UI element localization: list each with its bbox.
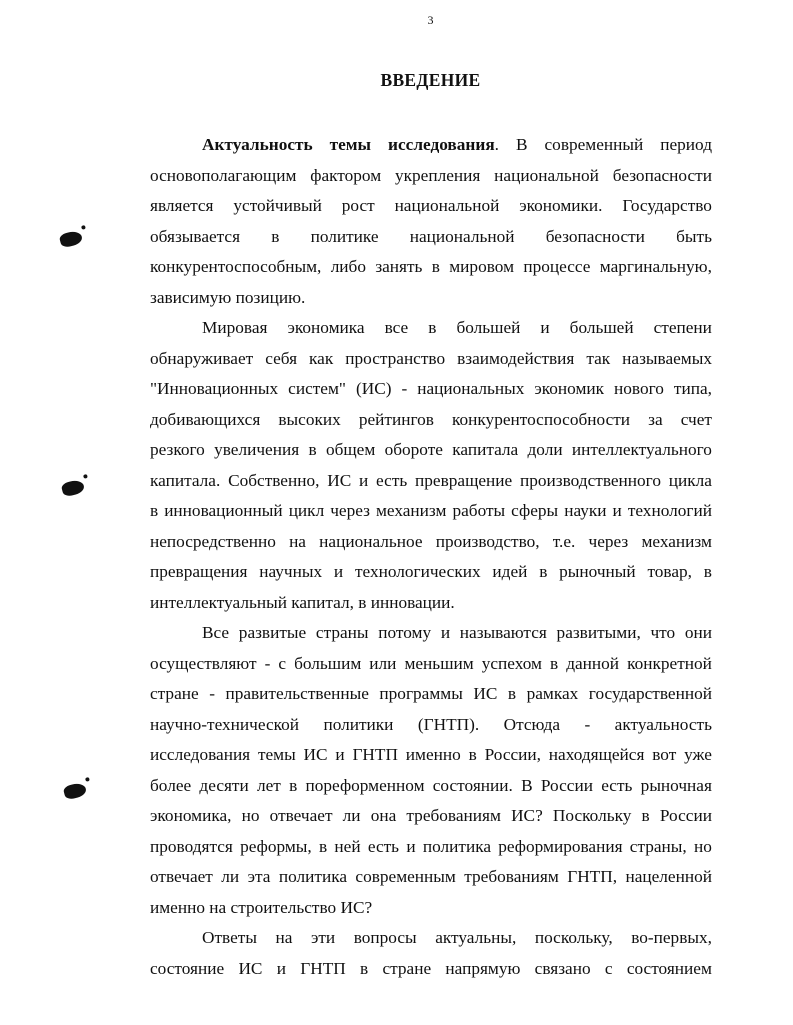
word: пространство [345, 348, 446, 368]
word: и [276, 958, 286, 978]
word: в [703, 562, 712, 581]
word: капитала. [150, 470, 221, 490]
word: проводятся [150, 836, 233, 856]
word: рамках [526, 684, 579, 703]
word: через [588, 531, 629, 551]
text-line [150, 923, 712, 954]
word: - [584, 714, 591, 734]
word: Отсюда [503, 714, 561, 734]
text-line [150, 130, 712, 161]
text-line [150, 679, 712, 710]
word: резкого [150, 440, 205, 459]
word: отвечает [150, 867, 213, 886]
word: безопасности [612, 165, 712, 185]
word: рыночный [559, 562, 636, 581]
text-line [150, 191, 712, 222]
word: современным [355, 867, 456, 886]
paragraph-3 [150, 618, 712, 923]
word: на [275, 928, 293, 947]
word: состоянии. [432, 775, 513, 795]
paragraph-1 [150, 130, 712, 313]
text-line [150, 222, 712, 253]
word: счет [680, 409, 712, 429]
text-line [150, 496, 712, 527]
word: экономика, [150, 806, 232, 825]
page-number: 3 [427, 13, 434, 27]
word: ИС [327, 470, 352, 490]
word: Ответы [202, 928, 257, 947]
word: национальной [494, 165, 599, 185]
word: актуальность [614, 714, 712, 734]
word: (ИС) [355, 379, 392, 398]
text-line: именно на строительство ИС? [150, 897, 373, 917]
word: в [150, 501, 159, 520]
word: национальное [319, 531, 423, 551]
section-heading: ВВЕДЕНИЕ [380, 70, 481, 90]
word: или [369, 653, 397, 673]
word: ли [342, 806, 361, 825]
word: и [540, 318, 550, 337]
word: "Инновационных [150, 379, 279, 398]
word: обязывается [150, 226, 241, 246]
bold-lead: Актуальность темы исследования [202, 135, 495, 154]
word: данной [566, 653, 620, 673]
word: связано [534, 958, 591, 978]
word: в [641, 806, 650, 825]
word: именно [405, 745, 461, 764]
scan-smudge-mark [59, 229, 84, 248]
word: вот [652, 745, 677, 764]
word: и [440, 623, 451, 642]
word: за [648, 409, 663, 429]
text-line [150, 771, 712, 802]
word: требованиям [464, 867, 559, 886]
word: маргинальную, [599, 257, 712, 276]
word: развитые [238, 623, 307, 642]
word: эта [247, 867, 271, 886]
word: в [468, 745, 477, 764]
word: степени [653, 318, 712, 337]
word: обнаруживает [150, 348, 254, 368]
text-line [150, 313, 712, 344]
word: состояние [150, 958, 225, 978]
word: в [507, 684, 517, 703]
word: нового [614, 379, 664, 398]
word: т.е. [552, 531, 576, 551]
word: либо [330, 257, 366, 276]
word: науки [564, 501, 607, 520]
word: в [428, 318, 437, 337]
word: реформы, [240, 836, 312, 856]
word: через [330, 501, 370, 520]
word: политике [310, 226, 379, 246]
text-line [150, 435, 712, 466]
word: интеллектуального [571, 440, 712, 459]
word: она [370, 806, 397, 825]
word: состоянием [626, 958, 712, 978]
word: добивающихся [150, 409, 261, 429]
word: темы [257, 745, 296, 764]
word: механизм [641, 531, 712, 551]
word: называются [459, 623, 547, 642]
word: себя [265, 348, 298, 368]
text-line [150, 161, 712, 192]
word: эти [310, 928, 336, 947]
word: национальной [409, 226, 515, 246]
word: быть [676, 226, 712, 246]
word: экономики. [519, 196, 603, 215]
scan-smudge-mark [61, 478, 86, 497]
word: увеличения [214, 440, 300, 459]
word: экономика [287, 318, 365, 337]
word: инновационный [164, 501, 283, 520]
word: и [612, 501, 622, 520]
word: политика [278, 867, 347, 886]
word: все [384, 318, 409, 337]
word: цикла [668, 470, 712, 490]
word: поскольку, [534, 928, 613, 947]
word: Государство [622, 196, 712, 215]
word: в [289, 775, 298, 795]
paragraph-2 [150, 313, 712, 618]
word: ИС? [511, 806, 543, 825]
text-line [150, 374, 712, 405]
word: и [333, 562, 344, 581]
word: актуальны, [435, 928, 517, 947]
word: есть [601, 775, 633, 795]
word: рейтингов [358, 409, 434, 429]
word: политика [422, 836, 491, 856]
word: технологий [627, 501, 712, 520]
word: в [431, 257, 440, 276]
word: большей [569, 318, 634, 337]
word: занять [375, 257, 423, 276]
word: нацеленной [625, 867, 712, 886]
word: и [335, 745, 345, 764]
word: взаимодействия [457, 348, 575, 368]
word: России [540, 775, 593, 795]
word: как [309, 348, 334, 368]
text-line [150, 527, 712, 558]
word: что [650, 623, 676, 642]
word: высоких [278, 409, 341, 429]
word: устойчивый [233, 196, 322, 215]
word: укрепления [394, 165, 481, 185]
word: ИС [238, 958, 263, 978]
word: стране [382, 958, 432, 978]
word: конкретной [627, 653, 712, 673]
word: сферы [511, 501, 559, 520]
word: технологических [354, 562, 481, 581]
word: доли [527, 440, 563, 459]
word: научных [259, 562, 323, 581]
word: идей [492, 562, 528, 581]
text-line [150, 618, 712, 649]
word: конкурентоспособности [452, 409, 631, 429]
word: рост [341, 196, 375, 215]
text-line: зависимую позицию. [150, 287, 306, 307]
word: товар, [647, 562, 692, 581]
word: исследования [150, 745, 251, 764]
word: в [308, 440, 317, 459]
word: развитыми, [556, 623, 641, 642]
word: требованиям [406, 806, 501, 825]
word: цикл [288, 501, 325, 520]
word: ИС [473, 684, 498, 703]
word: капитала [452, 440, 519, 459]
text-line [150, 710, 712, 741]
word: непосредственно [150, 531, 276, 551]
word: В [521, 775, 533, 795]
word: отвечает [269, 806, 333, 825]
text-line [150, 557, 712, 588]
word: есть [367, 836, 400, 856]
word: с [278, 653, 287, 673]
word: меньшим [404, 653, 474, 673]
word: безопасности [545, 226, 645, 246]
word: работы [452, 501, 506, 520]
text-line [150, 832, 712, 863]
word: осуществляют [150, 653, 257, 673]
scan-smudge-mark [63, 781, 88, 800]
word: но [694, 836, 712, 856]
word: ней [334, 836, 361, 856]
word: лет [257, 775, 281, 795]
word: в [271, 226, 280, 246]
word: успехом [481, 653, 542, 673]
word: механизм [375, 501, 447, 520]
word: (ГНТП). [417, 714, 480, 734]
word: напрямую [445, 958, 521, 978]
text-line [150, 252, 712, 283]
word: научно-технической [150, 714, 300, 734]
word: в [360, 958, 369, 978]
text-line [150, 801, 712, 832]
word: производство, [435, 531, 540, 551]
word: России [659, 806, 712, 825]
word: национальных [417, 379, 525, 398]
word: - [264, 653, 271, 673]
word: государственной [588, 684, 712, 703]
word: десяти [199, 775, 249, 795]
word: большей [456, 318, 521, 337]
word: в [539, 562, 548, 581]
word: вопросы [353, 928, 417, 947]
word: обороте [384, 440, 443, 459]
text-span: . В современный период [494, 135, 712, 154]
word: программы [379, 684, 463, 703]
word: основополагающим [150, 165, 297, 185]
word: стране [150, 684, 199, 703]
word: ИС [303, 745, 328, 764]
word: конкурентоспособным, [150, 257, 322, 276]
paragraph-4 [150, 923, 712, 984]
word: находящейся [548, 745, 645, 764]
word: экономик [534, 379, 605, 398]
word: - [401, 379, 408, 398]
word: в [318, 836, 328, 856]
word: они [684, 623, 712, 642]
word: уже [684, 745, 712, 764]
text-line [150, 649, 712, 680]
text-line [150, 405, 712, 436]
word: ГНТП, [567, 867, 618, 886]
word: большим [294, 653, 362, 673]
word: потому [378, 623, 432, 642]
word: является [150, 196, 214, 215]
word: но [241, 806, 260, 825]
word: называемых [622, 348, 712, 368]
document-body [150, 130, 712, 984]
word: национальной [394, 196, 500, 215]
word: превращение [415, 470, 513, 490]
word: процессе [523, 257, 591, 276]
word: есть [376, 470, 408, 490]
word: общем [325, 440, 376, 459]
word: более [150, 775, 192, 795]
word: мировом [449, 257, 515, 276]
word: ГНТП [300, 958, 346, 978]
word: в [549, 653, 559, 673]
text-line [150, 466, 712, 497]
word: России, [484, 745, 541, 764]
word: и [406, 836, 416, 856]
word: во-первых, [631, 928, 712, 947]
word: превращения [150, 562, 248, 581]
word: ГНТП [352, 745, 398, 764]
text-line [150, 344, 712, 375]
word: Все [202, 623, 230, 642]
word: фактором [310, 165, 382, 185]
word: рыночная [640, 775, 712, 795]
word: страны, [629, 836, 687, 856]
text-line [150, 954, 712, 985]
word: типа, [673, 379, 712, 398]
word: систем" [288, 379, 346, 398]
word: ли [221, 867, 240, 886]
word: политики [323, 714, 394, 734]
text-line: интеллектуальный капитал, в инновации. [150, 592, 455, 612]
word: с [604, 958, 613, 978]
word: страны [315, 623, 369, 642]
text-line [150, 740, 712, 771]
text-line [150, 862, 712, 893]
word: пореформенном [305, 775, 425, 795]
word: и [359, 470, 369, 490]
word: Собственно, [228, 470, 320, 490]
word: реформирования [498, 836, 623, 856]
word: на [289, 531, 306, 551]
word: так [586, 348, 611, 368]
word: Мировая [202, 318, 268, 337]
word: правительственные [225, 684, 369, 703]
word: производственного [520, 470, 661, 490]
word: - [209, 684, 215, 703]
word: Поскольку [552, 806, 632, 825]
